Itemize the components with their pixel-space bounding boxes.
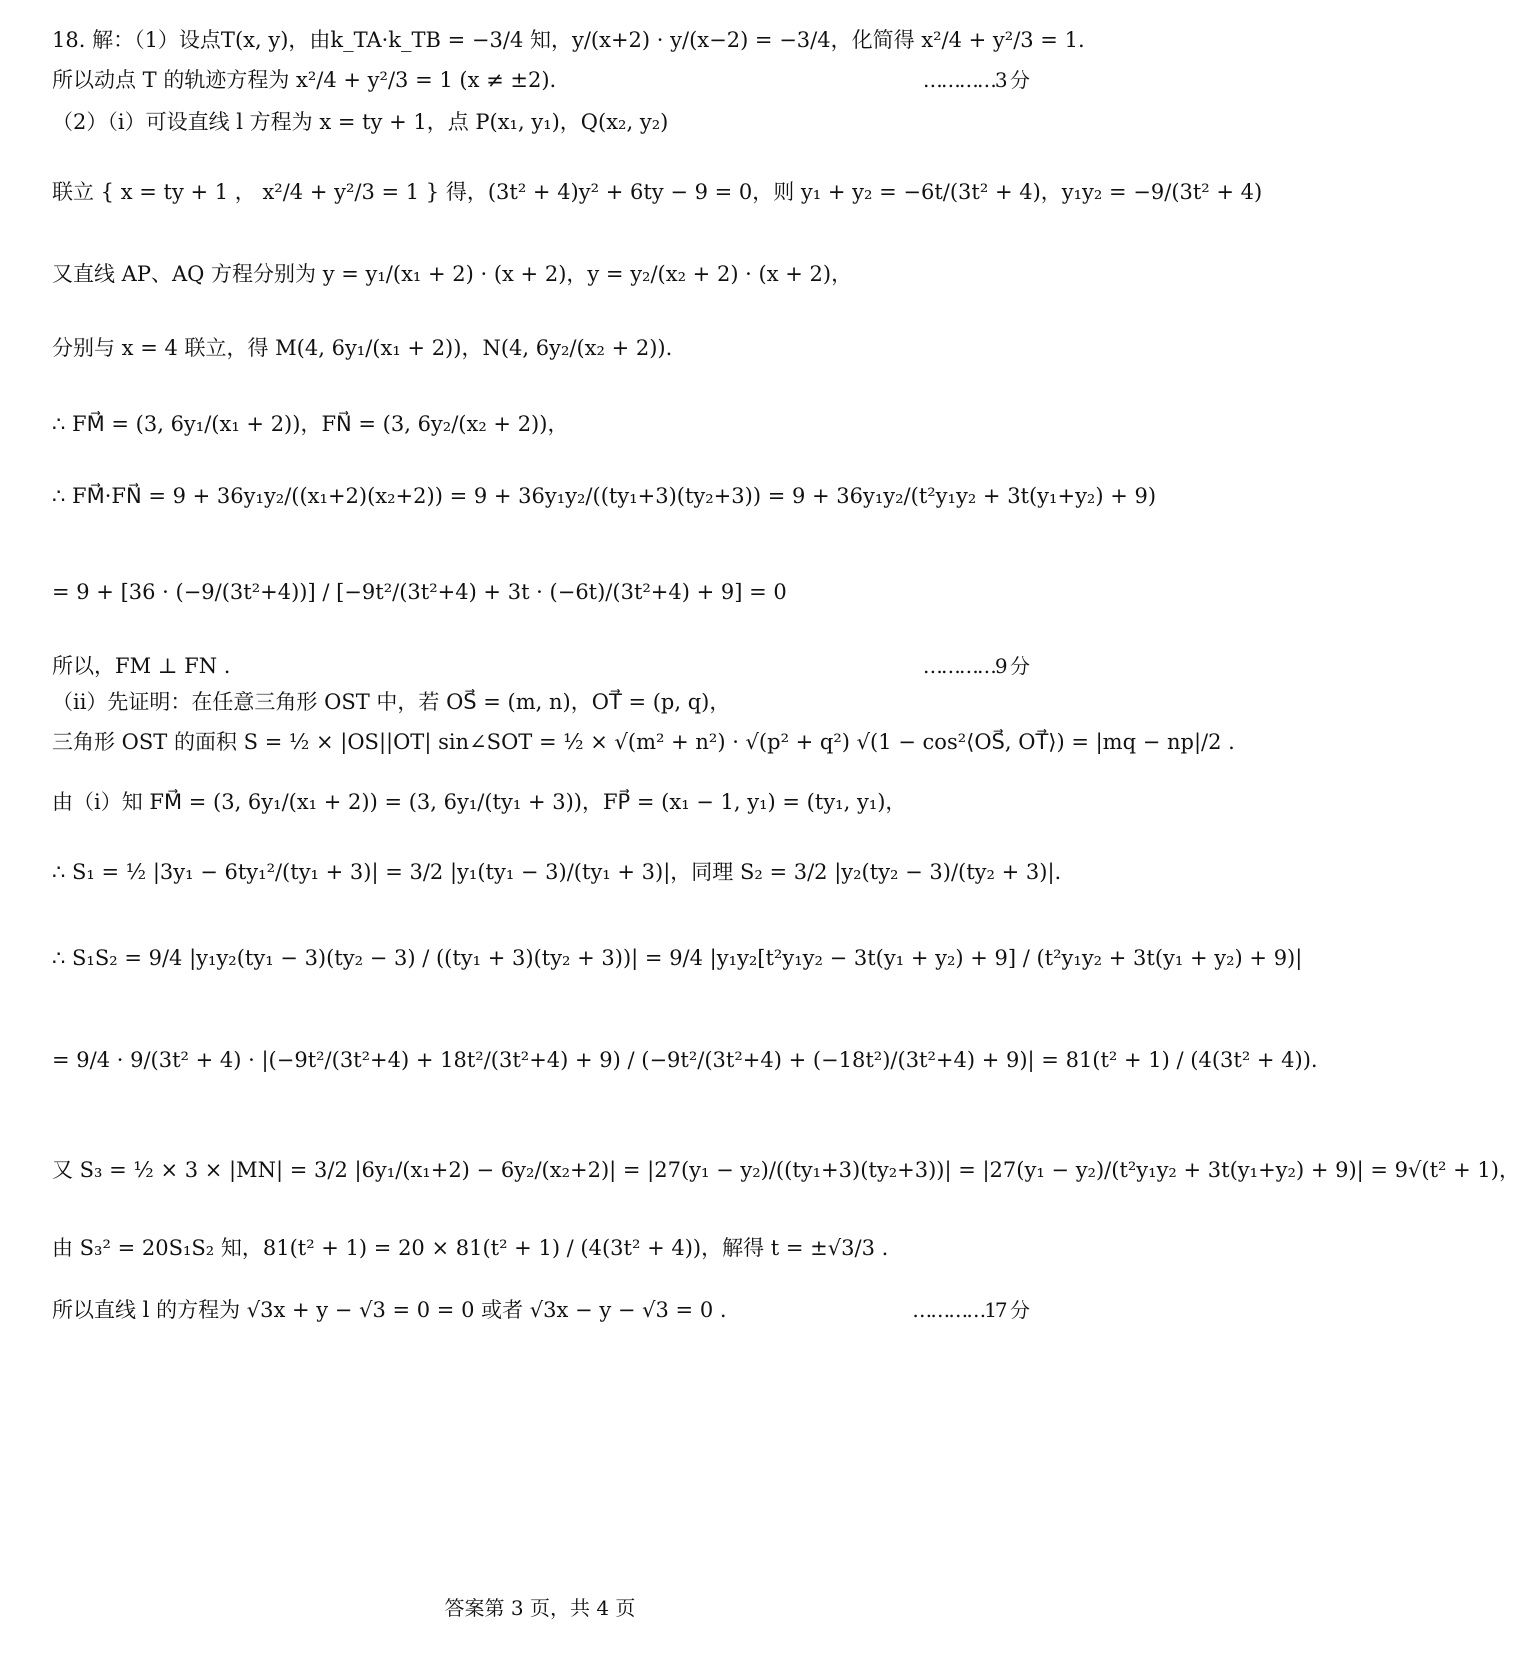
line-7 xyxy=(52,412,1028,436)
line-10 xyxy=(52,654,1028,678)
line-text: （ii）先证明：在任意三角形 OST 中，若 OS⃗ = (m, n)，OT⃗ = (p, q)， xyxy=(52,690,731,714)
line-text: 18. 解：（1）设点T(x, y)，由k_TA·k_TB = −3/4 知，y/(x+2) · y/(x−2) = −3/4，化简得 x²/4 + y²/3 = 1. xyxy=(52,28,1085,52)
line-18 xyxy=(52,1236,1028,1260)
line-score: …………17 分 xyxy=(912,1297,1028,1322)
line-1 xyxy=(52,28,1085,52)
line-text: = 9 + [36 · (−9/(3t²+4))] / [−9t²/(3t²+4) + 3t · (−6t)/(3t²+4) + 9] = 0 xyxy=(52,580,787,604)
line-3 xyxy=(52,110,1028,134)
line-score: …………9 分 xyxy=(922,653,1028,678)
line-12 xyxy=(52,730,1235,754)
line-text: 所以，FM ⊥ FN . xyxy=(52,654,231,678)
line-text: 分别与 x = 4 联立，得 M(4, 6y₁/(x₁ + 2))，N(4, 6y₂/(x₂ + 2)). xyxy=(52,336,673,360)
line-17 xyxy=(52,1158,1520,1182)
line-text: 由（i）知 FM⃗ = (3, 6y₁/(x₁ + 2)) = (3, 6y₁/(ty₁ + 3))，FP⃗ = (x₁ − 1, y₁) = (ty₁, y₁)， xyxy=(52,790,907,814)
line-text: 所以直线 l 的方程为 √3x + y − √3 = 0 = 0 或者 √3x − y − √3 = 0 . xyxy=(52,1298,727,1322)
line-19 xyxy=(52,1298,1028,1322)
line-text: 所以动点 T 的轨迹方程为 x²/4 + y²/3 = 1 (x ≠ ±2). xyxy=(52,68,557,92)
line-16 xyxy=(52,1048,1318,1072)
line-text: 三角形 OST 的面积 S = ½ × |OS||OT| sin∠SOT = ½ × √(m² + n²) · √(p² + q²) √(1 − cos²⟨OS⃗, OT⃗⟩) = |mq − np|/2 . xyxy=(52,730,1235,754)
line-5 xyxy=(52,262,1028,286)
line-text: 联立 { x = ty + 1 ， x²/4 + y²/3 = 1 } 得，(3t² + 4)y² + 6ty − 9 = 0，则 y₁ + y₂ = −6t/(3t² + 4)，y₁y₂ = −9/(3t² + 4) xyxy=(52,180,1263,204)
line-14 xyxy=(52,860,1062,884)
line-6 xyxy=(52,336,1028,360)
line-2 xyxy=(52,68,1028,92)
line-text: （2）（i）可设直线 l 方程为 x = ty + 1，点 P(x₁, y₁)，Q(x₂, y₂) xyxy=(52,110,669,134)
line-text: 又直线 AP、AQ 方程分别为 y = y₁/(x₁ + 2) · (x + 2)，y = y₂/(x₂ + 2) · (x + 2)， xyxy=(52,262,853,286)
line-text: ∴ S₁ = ½ |3y₁ − 6ty₁²/(ty₁ + 3)| = 3/2 |y₁(ty₁ − 3)/(ty₁ + 3)|，同理 S₂ = 3/2 |y₂(ty₂ − 3)/(ty₂ + 3)|. xyxy=(52,860,1062,884)
line-8 xyxy=(52,484,1157,508)
line-text: ∴ FM⃗·FN⃗ = 9 + 36y₁y₂/((x₁+2)(x₂+2)) = 9 + 36y₁y₂/((ty₁+3)(ty₂+3)) = 9 + 36y₁y₂/(t²y₁y₂ + 3t(y₁+y₂) + 9) xyxy=(52,484,1157,508)
line-9 xyxy=(52,580,1028,604)
line-text: 又 S₃ = ½ × 3 × |MN| = 3/2 |6y₁/(x₁+2) − 6y₂/(x₂+2)| = |27(y₁ − y₂)/((ty₁+3)(ty₂+3))| = |27(y₁ − y₂)/(t²y₁y₂ + 3t(y₁+y₂) + 9)| = 9√(t² + 1)， xyxy=(52,1158,1520,1182)
line-text: ∴ FM⃗ = (3, 6y₁/(x₁ + 2))，FN⃗ = (3, 6y₂/(x₂ + 2))， xyxy=(52,412,569,436)
page-footer: 答案第 3 页，共 4 页 xyxy=(444,1596,636,1620)
line-13 xyxy=(52,790,1028,814)
line-4 xyxy=(52,180,1263,204)
line-text: 由 S₃² = 20S₁S₂ 知，81(t² + 1) = 20 × 81(t² + 1) / (4(3t² + 4))，解得 t = ±√3/3 . xyxy=(52,1236,889,1260)
line-text: ∴ S₁S₂ = 9/4 |y₁y₂(ty₁ − 3)(ty₂ − 3) / ((ty₁ + 3)(ty₂ + 3))| = 9/4 |y₁y₂[t²y₁y₂ − 3t(y₁ + y₂) + 9] / (t²y₁y₂ + 3t(y₁ + y₂) + 9)| xyxy=(52,946,1303,970)
line-11 xyxy=(52,690,1028,714)
line-15 xyxy=(52,946,1303,970)
line-score: …………3 分 xyxy=(922,67,1028,92)
line-text: = 9/4 · 9/(3t² + 4) · |(−9t²/(3t²+4) + 18t²/(3t²+4) + 9) / (−9t²/(3t²+4) + (−18t²)/(3t²+4) + 9)| = 81(t² + 1) / (4(3t² + 4)). xyxy=(52,1048,1318,1072)
